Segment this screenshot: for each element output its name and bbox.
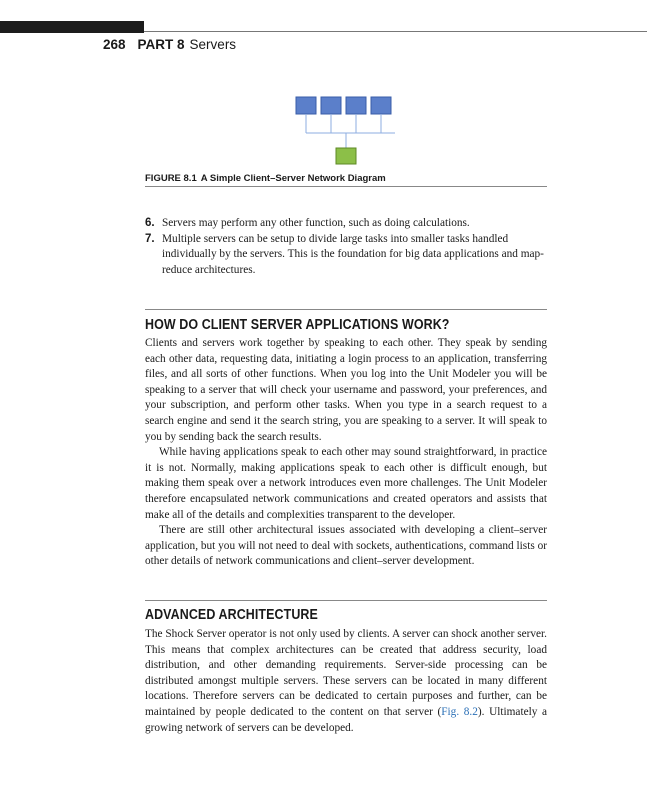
figure-link[interactable]: Fig. 8.2 xyxy=(441,705,478,718)
figure-label: FIGURE 8.1 xyxy=(145,173,197,184)
figure-rule xyxy=(145,186,547,187)
paragraph: There are still other architectural issues associated with developing a client–server application, but you will not need to deal with sockets, authentications, command lists or other details of network communications and client–server development. xyxy=(145,524,547,568)
paragraph-text: The Shock Server operator is not only used by clients. A server can shock another server. This means that complex architectures can be created that address security, load distribution, and other demanding requirements. Server-side processing can be distributed amongst multiple servers. These servers can be located in many different locations. Therefore servers can be dedicated to certain purposes and further, can be maintained by people dedicated to the content on that server ( xyxy=(145,628,547,718)
paragraph-text: ). Ultimately a growing network of servers can be developed. xyxy=(145,705,547,734)
list-number: 6. xyxy=(145,217,155,229)
section-rule xyxy=(145,309,547,310)
paragraph: Clients and servers work together by speaking to each other. They speak by sending each other data, requesting data, initiating a login process to an application, transferring files, and all sorts of other functions. When you log into the Unit Modeler you will be speaking to a server that will check your username and password, your preferences, and your subscription, and perform other tasks. When you type in a search request to a search engine and send it the search string, you are speaking to a server. It will speak to you by sending back the search results. xyxy=(145,337,547,443)
page-number: 268 xyxy=(103,37,126,52)
section-rule xyxy=(145,600,547,601)
connection-lines xyxy=(306,114,395,148)
numbered-list xyxy=(145,216,547,278)
list-item xyxy=(145,232,547,279)
section-heading: HOW DO CLIENT SERVER APPLICATIONS WORK? xyxy=(145,317,450,333)
list-text: Servers may perform any other function, such as doing calculations. xyxy=(162,217,470,229)
list-text: Multiple servers can be setup to divide large tasks into smaller tasks handled individually by the servers. This is the foundation for big data applications and map-reduce architectures. xyxy=(162,232,544,276)
client-node xyxy=(321,97,341,114)
section-body xyxy=(145,336,547,570)
figure-title: A Simple Client–Server Network Diagram xyxy=(200,173,386,184)
server-box xyxy=(336,148,356,164)
part-label: PART 8 xyxy=(137,37,185,52)
list-item xyxy=(145,216,547,232)
client-node xyxy=(346,97,366,114)
section-heading: ADVANCED ARCHITECTURE xyxy=(145,607,318,623)
paragraph: While having applications speak to each other may sound straightforward, in practice it is not. Normally, making applications speak to each other is difficult enough, but making them speak over a network introduces even more challenges. The Unit Modeler therefore encapsulated network communications and created operators and assists that make all of the details and complexities transparent to the developer. xyxy=(145,446,547,521)
figure-caption xyxy=(145,172,547,185)
client-node xyxy=(296,97,316,114)
network-diagram xyxy=(0,0,647,170)
client-node xyxy=(371,97,391,114)
section-body xyxy=(145,627,547,736)
list-number: 7. xyxy=(145,232,155,245)
part-title: Servers xyxy=(189,37,237,52)
server-node xyxy=(336,148,356,164)
paragraph xyxy=(145,627,547,736)
client-computers xyxy=(296,97,391,114)
